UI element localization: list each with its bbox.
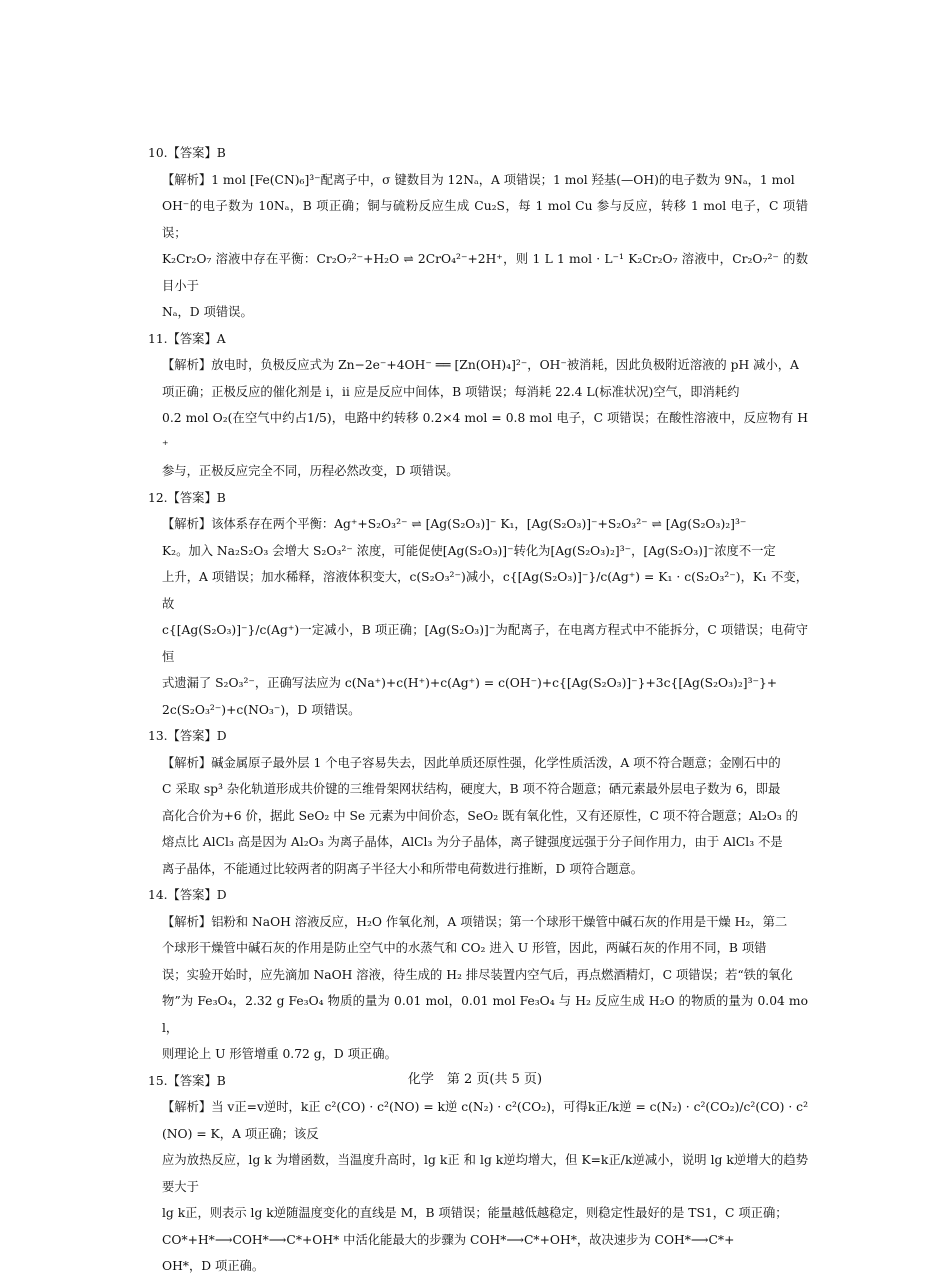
page-footer: 化学 第 2 页(共 5 页): [407, 1072, 543, 1087]
explanation-line: 2c(S₂O₃²⁻)+c(NO₃⁻)，D 项错误。: [162, 702, 361, 717]
explanation-line: Nₐ，D 项错误。: [162, 305, 253, 319]
question-block: [148, 1068, 808, 1280]
explanation-line: K₂Cr₂O₇ 溶液中存在平衡：Cr₂O₇²⁻+H₂O ⇌ 2CrO₄²⁻+2H⁺，则 1 L 1 mol · L⁻¹ K₂Cr₂O₇ 溶液中，Cr₂O₇²⁻ 的数目小于: [162, 252, 808, 293]
explanation-line: C 采取 sp³ 杂化轨道形成共价键的三维骨架网状结构，硬度大，B 项不符合题意；硒元素最外层电子数为 6，即最: [162, 782, 781, 796]
explanation-line: 式遗漏了 S₂O₃²⁻，正确写法应为 c(Na⁺)+c(H⁺)+c(Ag⁺) = c(OH⁻)+c{[Ag(S₂O₃)]⁻}+3c{[Ag(S₂O₃)₂]³⁻}+: [162, 676, 778, 690]
explanation-line: OH*，D 项正确。: [162, 1259, 265, 1273]
explanation-line: 离子晶体，不能通过比较两者的阴离子半径大小和所带电荷数进行推断，D 项符合题意。: [162, 861, 644, 876]
explanation-line: 物”为 Fe₃O₄，2.32 g Fe₃O₄ 物质的量为 0.01 mol，0.01 mol Fe₃O₄ 与 H₂ 反应生成 H₂O 的物质的量为 0.04 mol，: [162, 994, 808, 1035]
explanation-line: lg k正，则表示 lg k逆随温度变化的直线是 M，B 项错误；能量越低越稳定，则稳定性最好的是 TS1，C 项正确；: [162, 1206, 788, 1220]
explanation-line: 个球形干燥管中碱石灰的作用是防止空气中的水蒸气和 CO₂ 进入 U 形管，因此，两碱石灰的作用不同，B 项错: [162, 941, 767, 955]
explanation-line: 熔点比 AlCl₃ 高是因为 Al₂O₃ 为离子晶体，AlCl₃ 为分子晶体，离子键强度远强于分子间作用力，由于 AlCl₃ 不是: [162, 835, 783, 849]
question-block: [148, 723, 808, 882]
explanation-line: c{[Ag(S₂O₃)]⁻}/c(Ag⁺)一定减小，B 项正确；[Ag(S₂O₃)]⁻为配离子，在电离方程式中不能拆分，C 项错误；电荷守恒: [162, 623, 808, 664]
explanation-line: CO*+H*⟶COH*⟶C*+OH* 中活化能最大的步骤为 COH*⟶C*+OH*，故决速步为 COH*⟶C*+: [162, 1232, 735, 1247]
explanation-line: OH⁻的电子数为 10Nₐ，B 项正确；铜与硫粉反应生成 Cu₂S，每 1 mol Cu 参与反应，转移 1 mol 电子，C 项错误；: [162, 199, 808, 240]
answer-line: 15.【答案】B: [148, 1073, 226, 1088]
explanation-line: 高化合价为+6 价，据此 SeO₂ 中 Se 元素为中间价态，SeO₂ 既有氧化性，又有还原性，C 项不符合题意；Al₂O₃ 的: [162, 808, 798, 823]
explanation-line: 则理论上 U 形管增重 0.72 g，D 项正确。: [162, 1047, 397, 1061]
answer-line: 10.【答案】B: [148, 146, 226, 160]
explanation-line: 误；实验开始时，应先滴加 NaOH 溶液，待生成的 H₂ 排尽装置内空气后，再点燃酒精灯，C 项错误；若“铁的氧化: [162, 967, 793, 982]
explanation-line: 项正确；正极反应的催化剂是 i，ii 应是反应中间体，B 项错误；每消耗 22.4 L(标准状况)空气，即消耗约: [162, 384, 740, 399]
explanation-line: K₂。加入 Na₂S₂O₃ 会增大 S₂O₃²⁻ 浓度，可能促使[Ag(S₂O₃)]⁻转化为[Ag(S₂O₃)₂]³⁻，[Ag(S₂O₃)]⁻浓度不一定: [162, 543, 776, 558]
answer-line: 14.【答案】D: [148, 888, 227, 902]
question-block: [148, 326, 808, 485]
question-list: [148, 140, 808, 1280]
explanation-line: 【解析】当 v正=v逆时，k正 c²(CO) · c²(NO) = k逆 c(N₂) · c²(CO₂)，可得k正/k逆 = c(N₂) · c²(CO₂)/c²(CO) · c²(NO) = K，A 项正确；该反: [162, 1100, 808, 1141]
explanation-line: 上升，A 项错误；加水稀释，溶液体积变大，c(S₂O₃²⁻)减小，c{[Ag(S₂O₃)]⁻}/c(Ag⁺) = K₁ · c(S₂O₃²⁻)，K₁ 不变，故: [162, 570, 808, 611]
question-block: [148, 882, 808, 1068]
answer-sheet: [148, 140, 808, 1280]
explanation-line: 【解析】放电时，负极反应式为 Zn−2e⁻+4OH⁻ ══ [Zn(OH)₄]²⁻，OH⁻被消耗，因此负极附近溶液的 pH 减小，A: [162, 358, 799, 372]
answer-line: 12.【答案】B: [148, 490, 226, 505]
answer-line: 11.【答案】A: [148, 331, 226, 346]
explanation-line: 参与，正极反应完全不同，历程必然改变，D 项错误。: [162, 464, 459, 478]
explanation-line: 【解析】铝粉和 NaOH 溶液反应，H₂O 作氧化剂，A 项错误；第一个球形干燥管中碱石灰的作用是干燥 H₂，第二: [162, 914, 788, 929]
question-block: [148, 485, 808, 724]
question-block: [148, 140, 808, 326]
explanation-line: 应为放热反应，lg k 为增函数，当温度升高时，lg k正 和 lg k逆均增大，但 K=k正/k逆减小，说明 lg k逆增大的趋势要大于: [162, 1153, 808, 1194]
answer-line: 13.【答案】D: [148, 729, 227, 743]
explanation-line: 【解析】碱金属原子最外层 1 个电子容易失去，因此单质还原性强，化学性质活泼，A 项不符合题意；金刚石中的: [162, 755, 781, 770]
explanation-line: 0.2 mol O₂(在空气中约占1/5)，电路中约转移 0.2×4 mol = 0.8 mol 电子，C 项错误；在酸性溶液中，反应物有 H⁺: [162, 411, 808, 452]
explanation-line: 【解析】1 mol [Fe(CN)₆]³⁻配离子中，σ 键数目为 12Nₐ，A 项错误；1 mol 羟基(—OH)的电子数为 9Nₐ，1 mol: [162, 172, 795, 187]
explanation-line: 【解析】该体系存在两个平衡：Ag⁺+S₂O₃²⁻ ⇌ [Ag(S₂O₃)]⁻ K₁，[Ag(S₂O₃)]⁻+S₂O₃²⁻ ⇌ [Ag(S₂O₃)₂]³⁻: [162, 517, 747, 531]
